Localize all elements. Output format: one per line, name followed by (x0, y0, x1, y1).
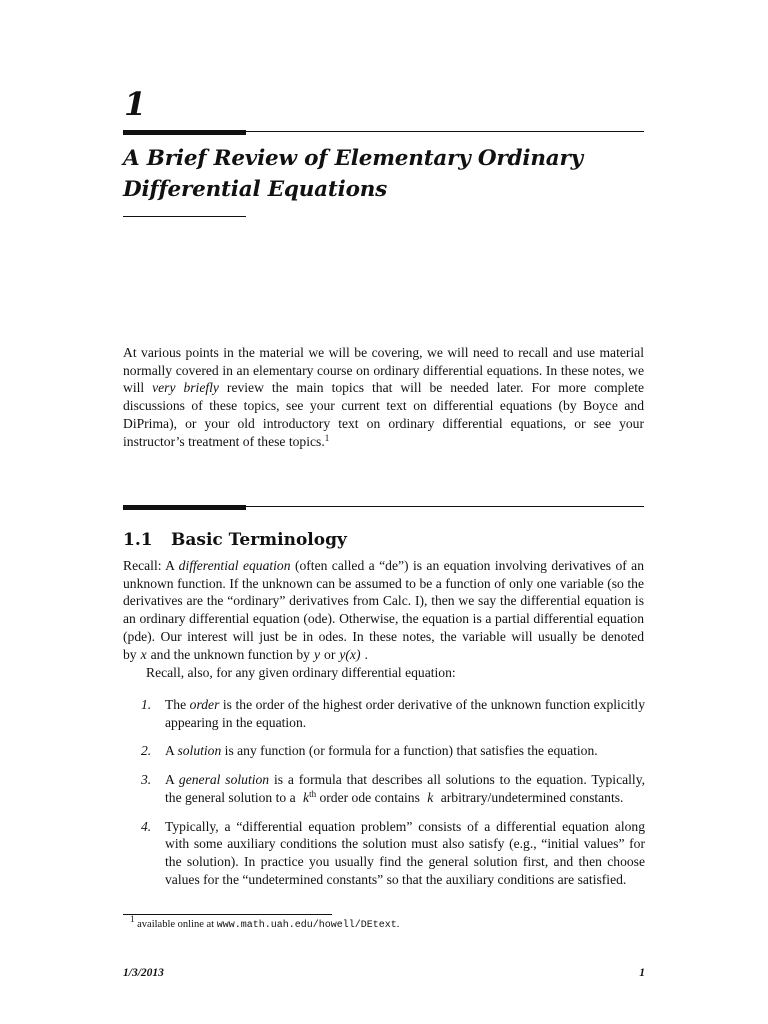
list-item-text: A (165, 743, 178, 759)
math-var-k: k (303, 789, 310, 805)
footnote-text: available online at (137, 919, 217, 930)
title-underline (123, 216, 246, 217)
math-var-k: k (427, 789, 434, 805)
terminology-text-3: and the unknown function by (150, 646, 310, 662)
list-item-text: order ode contains (316, 789, 424, 805)
terminology-text-2: (often called a “de”) is an equation involving derivatives of an unknown function. If the unknown can be assumed to be a function of only one variable (so the derivatives are the “ordinary” derivatives from Calc. I), then we say the differential equation is an ordinary differential equation (ode). Otherwise, the equation is a partial differential equation (pde). Our interest will just be in odes. In these notes, the variable will usually be denoted by (123, 558, 645, 662)
section-title: Basic Terminology (171, 530, 347, 550)
superscript-th: th (309, 788, 317, 799)
section-number: 1.1 (123, 530, 153, 550)
math-var-x: x (140, 646, 147, 662)
list-item-number: 2. (141, 743, 152, 759)
list-item-text: A (165, 772, 179, 788)
footer-date: 1/3/2013 (123, 967, 164, 979)
section-heading (123, 529, 347, 551)
list-item-text: is the order of the highest order derivative of the unknown function explicitly appearing in the equation. (165, 697, 645, 730)
recall-also-line: Recall, also, for any given ordinary differential equation: (146, 665, 456, 680)
term-solution: solution (177, 743, 222, 759)
intro-text-start: At various points in the material we will be covering, we will need to recall and use material normally covered in an elementary course on ordinary differential equations. In these notes, we will (123, 345, 644, 396)
footnote-rule (123, 914, 332, 915)
list-item (141, 771, 646, 806)
footnote-number: 1 (130, 914, 135, 924)
terminology-list (141, 696, 646, 899)
page-number: 1 (639, 967, 645, 979)
footnote (130, 914, 630, 933)
list-item-text: Typically, a “differential equation problem” consists of a differential equation along with some auxiliary conditions the solution must also satisfy (e.g., “initial values” for the solution). In practice you usually find the general solution first, and then choose values for the “undetermined constants” so that the auxiliary conditions are satisfied. (165, 818, 645, 887)
list-item-number: 3. (141, 772, 152, 788)
footnote-marker[interactable]: 1 (324, 432, 330, 443)
chapter-rule (123, 131, 644, 132)
term-general-solution: general solution (178, 772, 270, 788)
intro-text-end: review the main topics that will be needed later. For more complete discussions of these topics, see your current text on differential equations (by Boyce and DiPrima), or your old introductory text on ordinary differential equations, or see your instructor’s treatment of these topics. (123, 380, 644, 449)
chapter-title: A Brief Review of Elementary Ordinary Differential Equations (123, 146, 583, 202)
intro-paragraph (123, 344, 644, 450)
term-order: order (189, 697, 220, 712)
terminology-text-1: Recall: A (123, 558, 179, 573)
chapter-number: 1 (124, 85, 147, 123)
list-item-text: is a formula that describes all solutions to the equation. Typically, the general solution to a (165, 772, 646, 805)
list-item (141, 742, 645, 760)
list-item-number: 4. (141, 818, 152, 834)
term-differential-equation: differential equation (178, 558, 291, 573)
math-var-yx: y(x) (339, 646, 361, 662)
list-item (141, 696, 645, 731)
section-rule (123, 506, 644, 507)
intro-emphasis: very briefly (152, 380, 219, 396)
footnote-end: . (396, 919, 400, 930)
terminology-text-4: or (324, 646, 336, 662)
list-item-number: 1. (141, 697, 152, 712)
list-item-text: The (165, 697, 190, 712)
math-var-y: y (313, 646, 321, 662)
footnote-url-link[interactable]: www.math.uah.edu/howell/DEtext (216, 920, 397, 931)
list-item-text: is any function (or formula for a function) that satisfies the equation. (221, 743, 598, 759)
terminology-paragraph (123, 557, 644, 663)
list-item-text: arbitrary/undetermined constants. (437, 789, 624, 805)
list-item (141, 818, 645, 889)
terminology-text-5: . (364, 646, 368, 662)
